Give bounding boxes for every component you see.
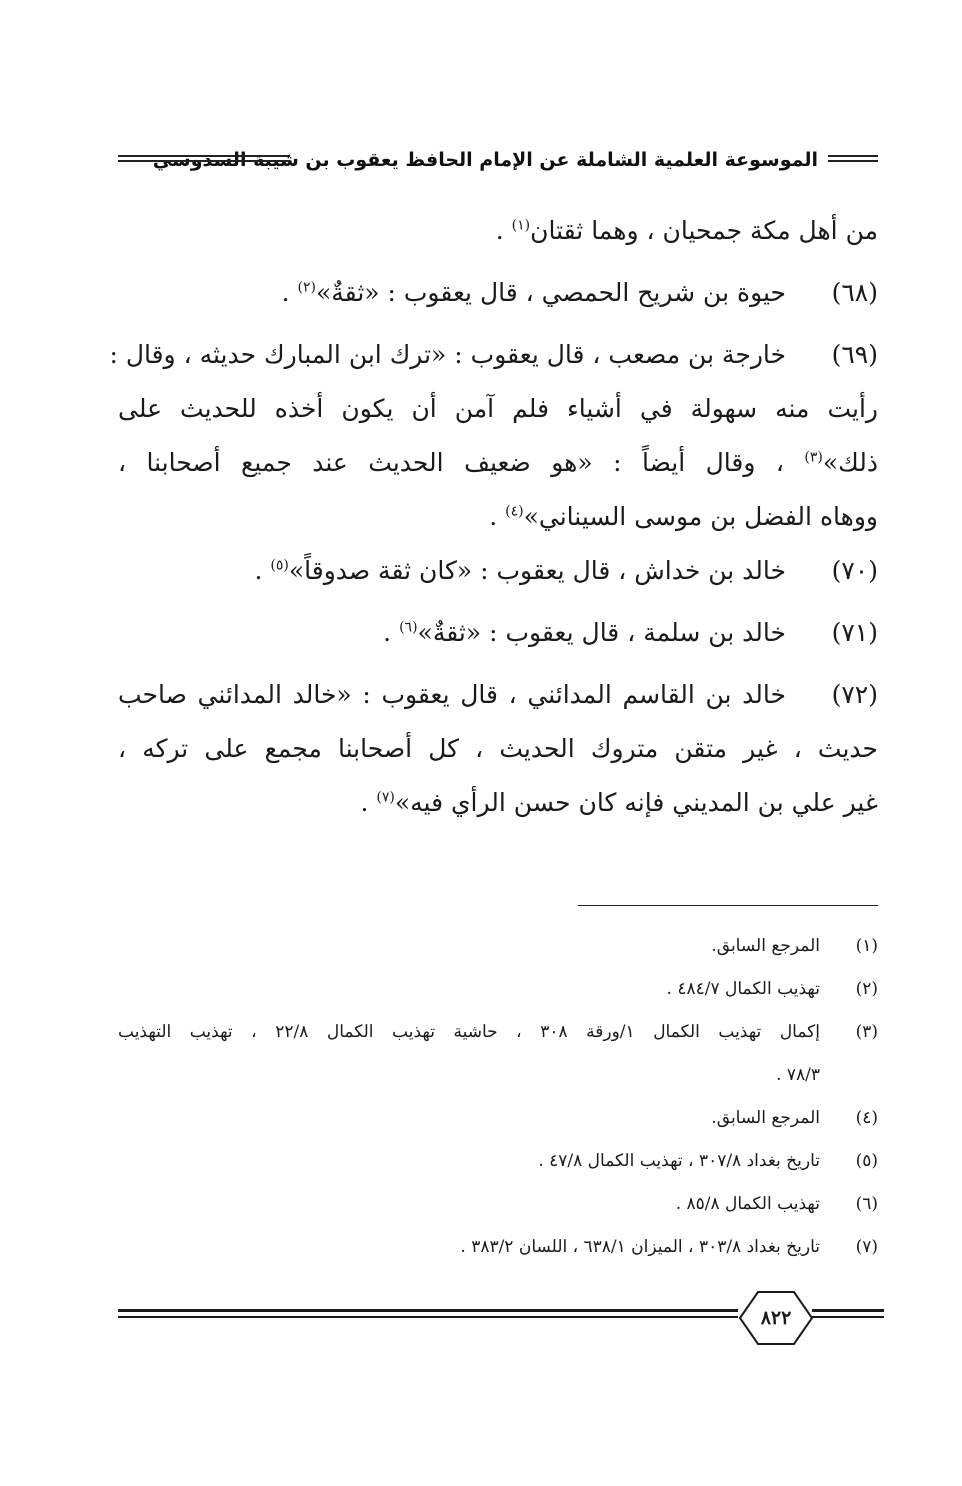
entry-line: (٧٢) خالد بن القاسم المدائني ، قال يعقوب : «خالد المدائني صاحب bbox=[118, 668, 878, 722]
footnote-number: (٢) bbox=[855, 979, 878, 999]
footnote: (٢) تهذيب الكمال ٤٨٤/٧ . bbox=[118, 968, 878, 1011]
entry-line: ووهاه الفضل بن موسى السيناني»$^{(٤)}$ . bbox=[489, 502, 878, 531]
footer-rule-left bbox=[118, 1309, 738, 1318]
footnote-ref: (٤) bbox=[505, 503, 524, 520]
header-title: الموسوعة العلمية الشاملة عن الإمام الحافظ يعقوب بن شيبة السدوسي bbox=[152, 149, 818, 171]
footnote: (١) المرجع السابق. bbox=[118, 925, 878, 968]
page-number: ٨٢٢ bbox=[760, 1307, 792, 1329]
footer-rule-right bbox=[812, 1309, 884, 1318]
footnote-ref: (١) bbox=[511, 217, 531, 234]
footnote-ref: (٣) bbox=[804, 449, 823, 466]
footnote: (٤) المرجع السابق. bbox=[118, 1097, 878, 1140]
footnotes bbox=[118, 925, 878, 1269]
entry-line: حديث ، غير متقن متروك الحديث ، كل أصحابنا مجمع على تركه ، bbox=[118, 734, 878, 763]
main-text bbox=[109, 204, 878, 830]
entry-71: (٧١) خالد بن سلمة ، قال يعقوب : «ثقةٌ»$^{(٦)}$ . bbox=[118, 606, 878, 660]
entry-70: (٧٠) خالد بن خداش ، قال يعقوب : «كان ثقة صدوقاً»$^{(٥)}$ . bbox=[118, 544, 878, 598]
footnote-number: (١) bbox=[855, 936, 878, 956]
footnote: (٦) تهذيب الكمال ٨٥/٨ . bbox=[118, 1183, 878, 1226]
footnote: (٧) تاريخ بغداد ٣٠٣/٨ ، الميزان ٦٣٨/١ ، اللسان ٣٨٣/٢ . bbox=[118, 1226, 878, 1269]
entry-line: رأيت منه سهولة في أشياء فلم آمن أن يكون أخذه للحديث على bbox=[118, 394, 878, 423]
entry-69 bbox=[109, 328, 878, 544]
header-rule-right bbox=[828, 155, 878, 162]
footnote-number: (٤) bbox=[855, 1108, 878, 1128]
entry-72 bbox=[118, 668, 878, 830]
entry-line: ذلك»$^{(٣)}$ ، وقال أيضاً : «هو ضعيف الحديث عند جميع أصحابنا ، bbox=[118, 448, 878, 477]
running-header bbox=[118, 140, 878, 180]
page-footer bbox=[118, 1290, 884, 1350]
footnote-number: (٧) bbox=[855, 1237, 878, 1257]
entry-line: (٦٩) خارجة بن مصعب ، قال يعقوب : «ترك ابن المبارك حديثه ، وقال : bbox=[118, 328, 878, 382]
entry-number: (٦٩) bbox=[831, 340, 878, 369]
entry-continuation-line: من أهل مكة جمحيان ، وهما ثقتان$^{(١)}$ . bbox=[495, 216, 878, 245]
entry-number: (٦٨) bbox=[831, 278, 878, 307]
footnote: (٣) إكمال تهذيب الكمال ١/ورقة ٣٠٨ ، حاشية تهذيب الكمال ٢٢/٨ ، تهذيب التهذيب bbox=[118, 1011, 878, 1054]
footnote-continuation: ٧٨/٣ . bbox=[776, 1065, 820, 1085]
footnote-ref: (٦) bbox=[399, 619, 418, 636]
entry-number: (٧١) bbox=[831, 618, 878, 647]
footnote-ref: (٥) bbox=[270, 557, 289, 574]
footnote-number: (٣) bbox=[855, 1022, 878, 1042]
footnote-number: (٥) bbox=[855, 1151, 878, 1171]
footnote-number: (٦) bbox=[855, 1194, 878, 1214]
footnote-ref: (٧) bbox=[376, 789, 395, 806]
entry-number: (٧٠) bbox=[831, 556, 878, 585]
entry-number: (٧٢) bbox=[831, 680, 878, 709]
entry-68: (٦٨) حيوة بن شريح الحمصي ، قال يعقوب : «ثقةٌ»$^{(٢)}$ . bbox=[118, 266, 878, 320]
entry-line: غير علي بن المديني فإنه كان حسن الرأي فيه»$^{(٧)}$ . bbox=[360, 788, 878, 817]
footnote-separator bbox=[578, 905, 878, 906]
footnote-ref: (٢) bbox=[297, 279, 316, 296]
footnote: (٥) تاريخ بغداد ٣٠٧/٨ ، تهذيب الكمال ٤٧/٨ . bbox=[118, 1140, 878, 1183]
header-rule-left bbox=[118, 155, 290, 162]
